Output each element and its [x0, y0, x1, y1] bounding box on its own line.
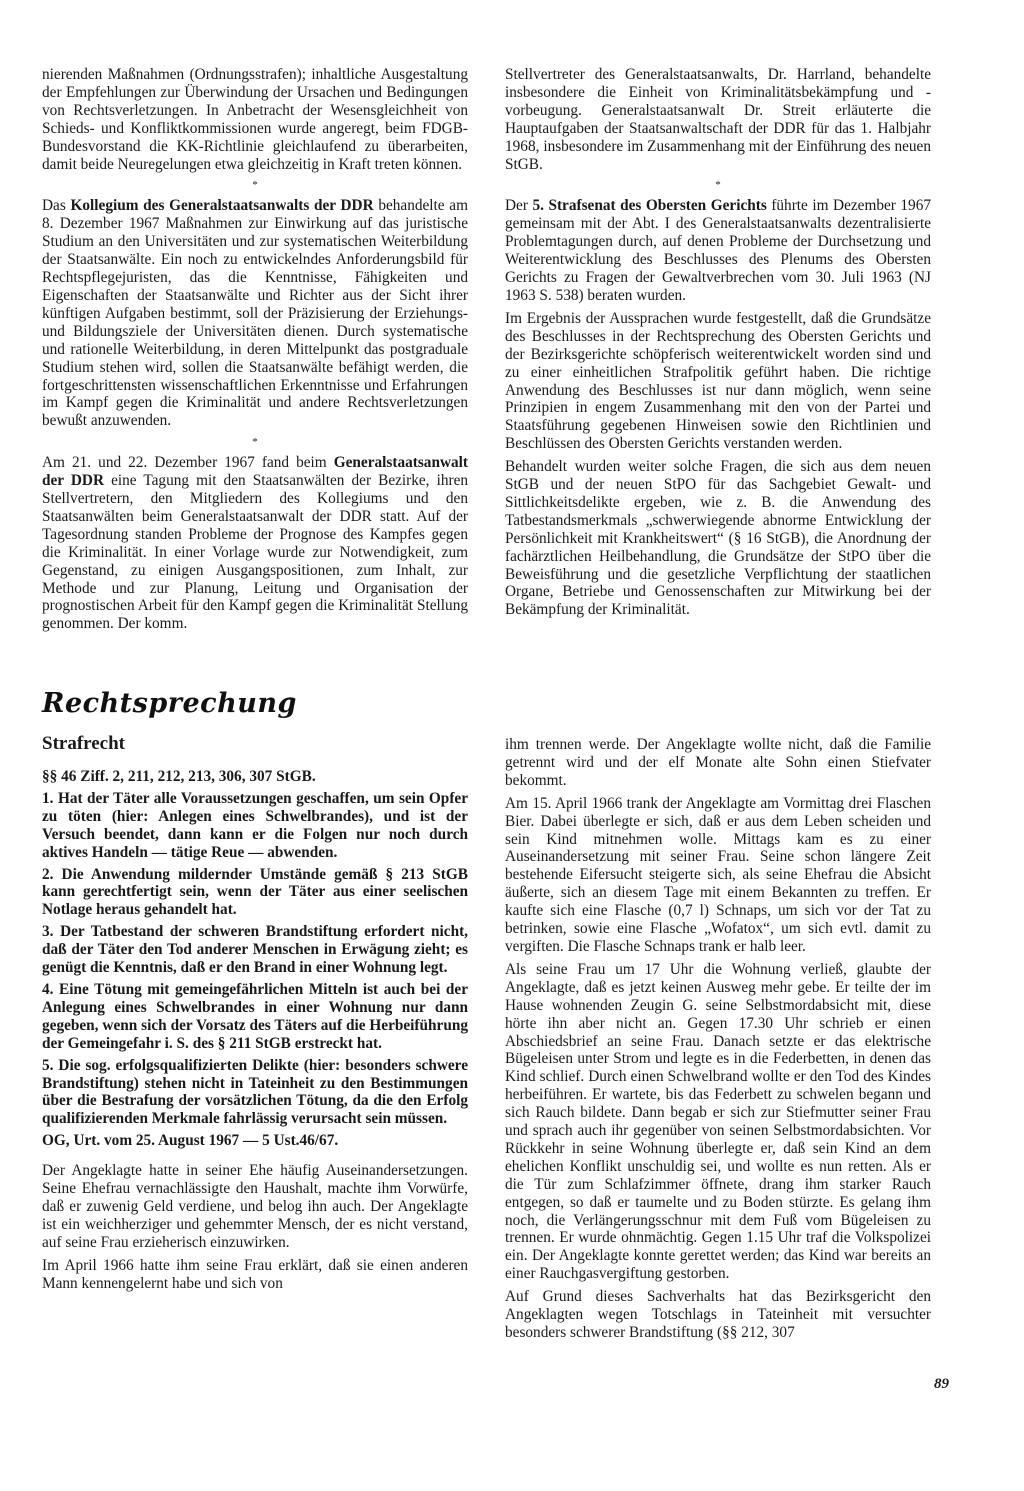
bottom-left-column: [42, 768, 468, 1297]
headnote-4: 4. Eine Tötung mit gemeingefährlichen Mitteln ist auch bei der Anlegung eines Schwelbrandes in einer Wohnung nur dann gegeben, wenn sich der Vorsatz des Täters auf die Herbeiführung der Gemeingefahr i. S. des § 211 StGB erstreckt hat.: [42, 980, 468, 1052]
paragraph: Am 15. April 1966 trank der Angeklagte am Vormittag drei Flaschen Bier. Dabei überlegte er sich, daß er aus dem Leben scheiden und sein Kind mitnehmen wolle. Mittags kam es zu einer Auseinandersetzung mit seiner Frau. Seine schon längere Zeit bestehende Eifersucht steigerte sich, als seine Ehefrau die Absicht äußerte, sich an diesem Tage mit einem Bekannten zu treffen. Er kaufte sich eine Flasche (0,7 l) Schnaps, um sich vor der Tat zu betrinken, sowie eine Flasche „Wofatox“, um sich evtl. damit zu vergiften. Die Flasche Schnaps trank er halb leer.: [505, 794, 931, 955]
paragraph: Auf Grund dieses Sachverhalts hat das Bezirksgericht den Angeklagten wegen Totschlags in Tateinheit mit versuchter besonders schwerer Brandstiftung (§§ 212, 307: [505, 1288, 931, 1341]
section-separator: *: [715, 179, 721, 192]
paragraph: Behandelt wurden weiter solche Fragen, die sich aus dem neuen StGB und der neuen StPO für das Sachgebiet Gewalt- und Sittlichkeitsdelikte ergeben, wie z. B. die Anwendung des Tatbestandsmerkmals „schwerwiegende abnorme Entwicklung der Persönlichkeit mit Krankheitswert“ (§ 16 StGB), die Anordnung der fachärztlichen Heilbehandlung, die Grundsätze der StPO über die Beweisführung und die gesetzliche Verpflichtung der staatlichen Organe, Betriebe und Genossenschaften zur Mitwirkung bei der Bekämpfung der Kriminalität.: [505, 458, 931, 619]
text: führte im Dezember 1967 gemeinsam mit der Abt. I des Generalstaatsanwalts dezentralisierte Problemtagungen durch, auf denen Probleme der Durchsetzung und Weiterentwicklung des Beschlusses des Plenums des Obersten Gerichts zu Fragen der Gewaltverbrechen vom 30. Juli 1963 (NJ 1963 S. 538) beraten wurden.: [505, 197, 931, 304]
top-left-column: [42, 66, 468, 638]
paragraph: nierenden Maßnahmen (Ordnungsstrafen); inhaltliche Ausgestaltung der Empfehlungen zur Überwindung der Ursachen und Bedingungen von Rechtsverletzungen. In Anbetracht der Wesensgleichheit von Schieds- und Konfliktkommissionen wurde angeregt, beim FDGB-Bundesvorstand die KK-Richtlinie gleichlaufend zu überarbeiten, damit beide Neuregelungen etwa gleichzeitig in Kraft treten können.: [42, 66, 468, 173]
text: Das: [42, 197, 71, 215]
top-right-column: [505, 66, 931, 624]
headnote-5: 5. Die sog. erfolgsqualifizierten Delikte (hier: besonders schwere Brandstiftung) stehen nicht in Tateinheit zu den Bestimmungen über die Bestrafung der vorsätzlichen Tötung, da die den Erfolg qualifizierenden Merkmale fahrlässig verursacht sein müssen.: [42, 1056, 468, 1128]
text: eine Tagung mit den Staatsanwälten der Bezirke, ihren Stellvertretern, den Mitgliedern des Kollegiums und den Staatsanwälten beim Generalstaatsanwalt der DDR statt. Auf der Tagesordnung standen Probleme der Prognose des Kampfes gegen die Kriminalität. In einer Vorlage wurde zur Notwendigkeit, zum Gegenstand, zu einigen Ausgangspositionen, zum Inhalt, zur Methode und zur Planung, Leitung und Organisation der prognostischen Arbeit für den Kampf gegen die Kriminalität Stellung genommen. Der komm.: [42, 472, 469, 633]
bold-term: Generalstaatsanwalt der DDR: [42, 454, 468, 490]
section-title: Rechtsprechung: [42, 688, 297, 719]
paragraph: Der Angeklagte hatte in seiner Ehe häufig Auseinandersetzungen. Seine Ehefrau vernachlässigte den Haushalt, machte ihm Vorwürfe, daß er zuwenig Geld verdiene, und belog ihn auch. Der Angeklagte ist ein weichherziger und gehemmter Mensch, der es nicht verstand, auf seine Frau erzieherisch einzuwirken.: [42, 1162, 468, 1251]
statute-citation: §§ 46 Ziff. 2, 211, 212, 213, 306, 307 StGB.: [42, 768, 316, 785]
paragraph: [42, 454, 468, 633]
section-subtitle: Strafrecht: [42, 733, 126, 754]
text: Am 21. und 22. Dezember 1967 fand beim: [42, 454, 334, 472]
text: behandelte am 8. Dezember 1967 Maßnahmen zur Einwirkung auf das juristische Studium an den Universitäten und zur systematischen Weiterbildung der Staatsanwälte. Ein noch zu entwickelndes Anforderungsbild für Rechtspflegejuristen, das die Kenntnisse, Fähigkeiten und Eigenschaften der Staatsanwälte und Richter aus der Sicht ihrer künftigen Aufgaben bestimmt, soll der Präzisierung der Erziehungs- und Bildungsziele der Universitäten dienen. Durch systematische und rationelle Weiterbildung, in deren Mittelpunkt das postgraduale Studium stehen wird, sollen die Staatsanwälte befähigt werden, die fortgeschrittensten wissenschaftlichen Erkenntnisse und Erfahrungen im Kampf gegen die Kriminalität und andere Rechtsverletzungen bewußt anzuwenden.: [42, 197, 468, 430]
headnote-3: 3. Der Tatbestand der schweren Brandstiftung erfordert nicht, daß der Täter den Tod anderer Menschen in Erwägung zieht; es genügt die Kenntnis, daß er den Brand in einer Wohnung legt.: [42, 923, 468, 977]
page-number: 89: [934, 1376, 949, 1392]
paragraph: Im April 1966 hatte ihm seine Frau erklärt, daß sie einen anderen Mann kennengelernt habe und sich von: [42, 1256, 468, 1292]
paragraph: Stellvertreter des Generalstaatsanwalts, Dr. Harrland, behandelte insbesondere die Einheit von Kriminalitätsbekämpfung und -vorbeugung. Generalstaatsanwalt Dr. Streit erläuterte die Hauptaufgaben der Staatsanwaltschaft der DDR für das 1. Halbjahr 1968, insbesondere im Zusammenhang mit der Einführung des neuen StGB.: [505, 66, 931, 173]
headnote-2: 2. Die Anwendung mildernder Umstände gemäß § 213 StGB kann gerechtfertigt sein, wenn der Täter aus einer seelischen Notlage heraus gehandelt hat.: [42, 865, 468, 919]
section-separator: *: [252, 179, 258, 192]
bold-term: Kollegium des Generalstaatsanwalts der DDR: [70, 197, 374, 215]
paragraph: [42, 197, 468, 430]
paragraph: ihm trennen werde. Der Angeklagte wollte nicht, daß die Familie getrennt wird und der elf Monate alte Sohn einen Stiefvater bekommt.: [505, 736, 931, 789]
paragraph: [505, 197, 931, 304]
paragraph: Im Ergebnis der Aussprachen wurde festgestellt, daß die Grundsätze des Beschlusses in der Rechtsprechung des Obersten Gerichts und der Bezirksgerichte schöpferisch weiterentwickelt worden sind und zu einer einheitlichen Strafpolitik geführt haben. Die richtige Anwendung des Beschlusses ist nur dann möglich, wenn seine Prinzipien in engem Zusammenhang mit den von der Partei und Staatsführung gegebenen Hinweisen sowie den Richtlinien und Beschlüssen des Obersten Gerichts verstanden werden.: [505, 309, 931, 453]
bold-term: 5. Strafsenat des Obersten Gerichts: [532, 197, 767, 215]
headnote-1: 1. Hat der Täter alle Voraussetzungen geschaffen, um sein Opfer zu töten (hier: Anlegen eines Schwelbrandes), und ist der Versuch beendet, dann kann er die Folgen nur noch durch aktives Handeln — tätige Reue — abwenden.: [42, 789, 468, 861]
section-separator: *: [252, 436, 258, 449]
text: Der: [505, 197, 533, 215]
bottom-right-column: [505, 736, 931, 1347]
court-reference: OG, Urt. vom 25. August 1967 — 5 Ust.46/67.: [42, 1132, 339, 1150]
paragraph: Als seine Frau um 17 Uhr die Wohnung verließ, glaubte der Angeklagte, daß es jetzt keinen Ausweg mehr gebe. Er teilte der im Hause wohnenden Zeugin G. seine Selbstmordabsicht mit, diese hörte ihn aber nicht an. Gegen 17.30 Uhr schrieb er einen Abschiedsbrief an seine Frau. Danach setzte er das elektrische Bügeleisen unter Strom und legte es in die Federbetten, in denen das Kind schlief. Durch einen Schwelbrand wollte er den Tod des Kindes herbeiführen. Er wartete, bis das Federbett zu schwelen begann und sich Rauch bildete. Dann begab er sich zur Stiefmutter seiner Frau und sprach auch ihr gegenüber von seinen Selbstmordabsichten. Vor Rückkehr in seine Wohnung überlegte er, daß sein Kind an dem ehelichen Konflikt unschuldig sei, und wollte es nun retten. Als er die Tür zum Schlafzimmer öffnete, drang ihm starker Rauch entgegen, so daß er taumelte und zu Boden stürzte. Es gelang ihm noch, die Verlängerungsschnur mit dem Fuß vom Bügeleisen zu trennen. Er wurde ohnmächtig. Gegen 1.15 Uhr traf die Volkspolizei ein. Der Angeklagte konnte gerettet werden; das Kind war bereits an einer Rauchgasvergiftung gestorben.: [505, 960, 931, 1283]
